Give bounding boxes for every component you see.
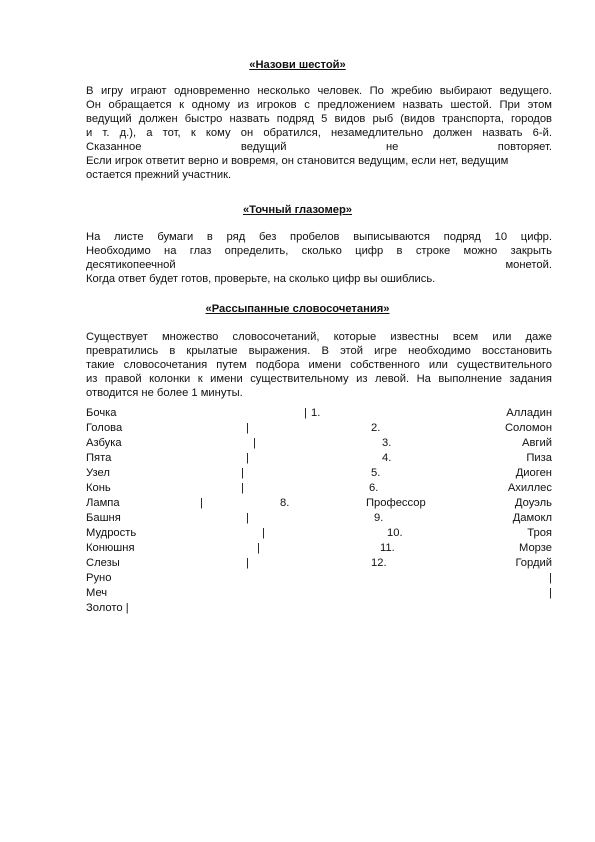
paragraph-line: десятикопеечной монетой. [86, 259, 552, 271]
list-separator: | [200, 497, 203, 509]
list-separator: | [246, 557, 249, 569]
list-left-word: Азбука [86, 437, 122, 449]
list-right-word: Доуэль [514, 497, 552, 509]
paragraph-line: Если игрок ответит верно и вовремя, он становится ведущим, если нет, ведущим [86, 155, 509, 167]
section-title-name-sixth: «Назови шестой» [249, 59, 346, 71]
list-right-word: Гордий [515, 557, 552, 569]
list-number: 10. [387, 527, 403, 539]
list-left-word: Лампа [86, 497, 120, 509]
paragraph-line: На листе бумаги в ряд без пробелов выписываются подряд 10 цифр. [86, 231, 552, 243]
list-right-word: Морзе [519, 542, 552, 554]
paragraph-line: остается прежний участник. [86, 169, 232, 181]
paragraph-line: превратились в крылатые выражения. В этой игре необходимо восстановить [86, 345, 552, 357]
list-right-word: Соломон [504, 422, 552, 434]
list-number: 11. [380, 542, 395, 554]
list-left-word: Узел [86, 467, 110, 479]
paragraph-line: Он обращается к одному из игроков с предложением назвать шестой. При этом [86, 99, 552, 111]
list-left-word: Пята [86, 452, 112, 464]
list-left-word: Голова [86, 422, 123, 434]
list-separator: | [549, 572, 552, 584]
section-title-accurate-eye: «Точный глазомер» [242, 204, 353, 216]
list-left-word: Золото | [86, 602, 129, 614]
paragraph-line: из правой колонки к имени существительному из левой. На выполнение задания [86, 373, 552, 385]
paragraph-line: Существует множество словосочетаний, которые известны всем или даже [86, 331, 552, 343]
list-number: 9. [374, 512, 384, 524]
list-left-word: Слезы [86, 557, 120, 569]
list-separator: | [304, 407, 307, 419]
list-separator: | [241, 482, 244, 494]
list-right-word: Дамокл [512, 512, 552, 524]
paragraph-line: отводится не более 1 минуты. [86, 387, 243, 399]
list-number: 8. [280, 497, 290, 509]
list-number: 1. [311, 407, 321, 419]
list-separator: | [241, 467, 244, 479]
list-middle-word: Профессор [366, 497, 426, 509]
list-number: 4. [382, 452, 392, 464]
list-left-word: Мудрость [86, 527, 137, 539]
list-number: 12. [371, 557, 387, 569]
list-separator: | [549, 587, 552, 599]
section-title-scattered-phrases: «Рассыпанные словосочетания» [205, 303, 390, 315]
list-separator: | [246, 422, 249, 434]
paragraph-line: Необходимо на глаз определить, сколько цифр в строке можно закрыть [86, 245, 552, 257]
paragraph-line: В игру играют одновременно несколько человек. По жребию выбирают ведущего. [86, 85, 552, 97]
list-left-word: Меч [86, 587, 108, 599]
paragraph-line: и т. д.), а тот, к кому он обратился, незамедлительно должен назвать 6-й. [86, 127, 552, 139]
list-left-word: Конюшня [86, 542, 135, 554]
list-separator: | [257, 542, 260, 554]
list-left-word: Конь [86, 482, 111, 494]
paragraph-line: такие словосочетания путем подбора имени собственного или существительного [86, 359, 552, 371]
list-separator: | [253, 437, 256, 449]
list-left-word: Бочка [86, 407, 117, 419]
list-right-word: Пиза [526, 452, 552, 464]
paragraph-line: ведущий должен быстро назвать подряд 5 видов рыб (видов транспорта, городов [86, 113, 552, 125]
list-right-word: Троя [527, 527, 552, 539]
paragraph-line: Сказанное ведущий не повторяет. [86, 141, 552, 153]
list-right-word: Алладин [506, 407, 552, 419]
list-left-word: Руно [86, 572, 112, 584]
list-number: 3. [382, 437, 392, 449]
list-number: 5. [371, 467, 381, 479]
list-right-word: Авгий [522, 437, 552, 449]
paragraph-line: Когда ответ будет готов, проверьте, на сколько цифр вы ошиблись. [86, 273, 436, 285]
list-separator: | [246, 452, 249, 464]
list-right-word: Ахиллес [507, 482, 552, 494]
list-right-word: Диоген [515, 467, 552, 479]
list-separator: | [246, 512, 249, 524]
list-number: 6. [369, 482, 379, 494]
list-left-word: Башня [86, 512, 121, 524]
list-separator: | [262, 527, 265, 539]
list-number: 2. [371, 422, 381, 434]
